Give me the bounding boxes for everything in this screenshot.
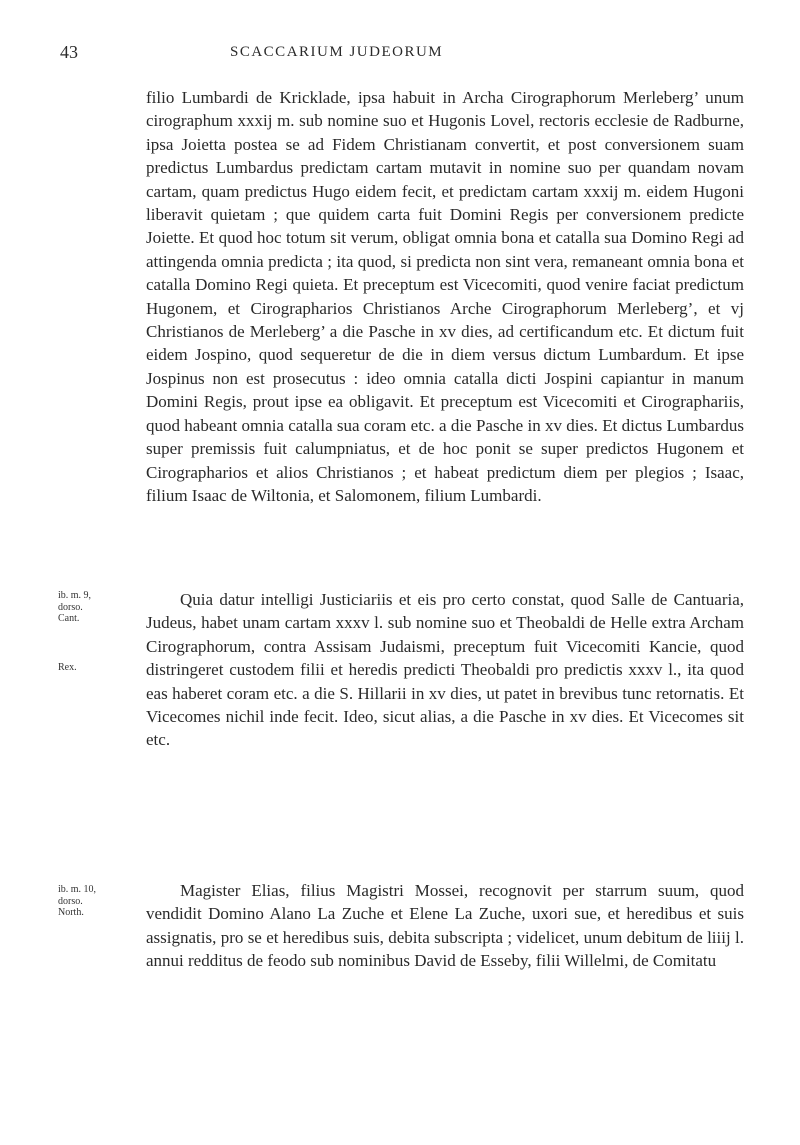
margin-note-reference: ib. m. 9, dorso. Cant. [58,590,92,624]
paragraph-quia: Quia datur intelligi Justiciariis et eis pro certo constat, quod Salle de Cantuaria, Judeus, habet unam cartam xxxv l. sub nomine suo et Theobaldi de Helle extra Archam Cirographorum, contra Assisam Judaismi, preceptum fuit Vicecomiti Kancie, quod distringeret custodem filii et heredis predicti Theobaldi pro predictis xxxv l., ita quod eas haberet coram etc. a die S. Hillarii in xv dies, ut patet in brevibus tunc retornatis. Et Vicecomes nichil inde fecit. Ideo, sicut alias, a die Pasche in xv dies. Et Vicecomes sit etc. [146,590,744,750]
margin-note-reference-north: ib. m. 10, dorso. North. [58,884,97,918]
paragraph-continuation: filio Lumbardi de Kricklade, ipsa habuit in Archa Cirographorum Merleberg’ unum cirographum xxxij m. sub nomine suo et Hugonis Lovel, rectoris ecclesie de Radburne, ipsa Joietta postea se ad Fidem Christianam convertit, et post conversionem suam predictus Lumbardus predictam cartam mutavit in nomine suo per quandam novam cartam, quam predictus Hugo eidem fecit, et predictam cartam xxxij m. eidem Hugoni liberavit quietam ; que quidem carta fuit Domini Regis per conversionem predicte Joiette. Et quod hoc totum sit verum, obligat omnia bona et catalla sua Domino Regi ad attingenda omnia predicta ; ita quod, si predicta non sint vera, remaneant omnia bona et catalla Domino Regi quieta. Et preceptum est Vicecomiti, quod venire faciat predictum Hugonem, et Cirographarios Christianos Arche Cirographorum Merleberg’, et vj Christianos de Merleberg’ a die Pasche in xv dies, ad certificandum etc. Et dictum fuit eidem Jospino, quod sequeretur de die in diem versus dictum Lumbardum. Et ipse Jospinus non est prosecutus : ideo omnia catalla dicti Jospini capiantur in manum Domini Regis, prout ipse ea obligavit. Et preceptum est Vicecomiti et Cirographariis, quod habeant omnia catalla sua coram etc. a die Pasche in xv dies. Et dictus Lumbardus super premissis fuit calumpniatus, et de hoc ponit se super predictos Hugonem et Cirographarios et alios Christianos ; et habeat predictum diem per plegios ; Isaac, filium Isaac de Wiltonia, et Salomonem, filium Lumbardi. [146,88,744,505]
paragraph-magister: Magister Elias, filius Magistri Mossei, recognovit per starrum suum, quod vendidit Domino Alano La Zuche et Elene La Zuche, uxori sue, et heredibus et suis assignatis, pro se et heredibus suis, debita subscripta ; videlicet, unum debitum de liiij l. annui redditus de feodo sub nominibus David de Esseby, filii Willelmi, de Comitatu [146,881,744,971]
page-header [60,42,740,68]
page-number: 43 [60,42,78,62]
running-title: SCACCARIUM JUDEORUM [230,44,444,60]
margin-note-rex: Rex. [58,662,77,673]
